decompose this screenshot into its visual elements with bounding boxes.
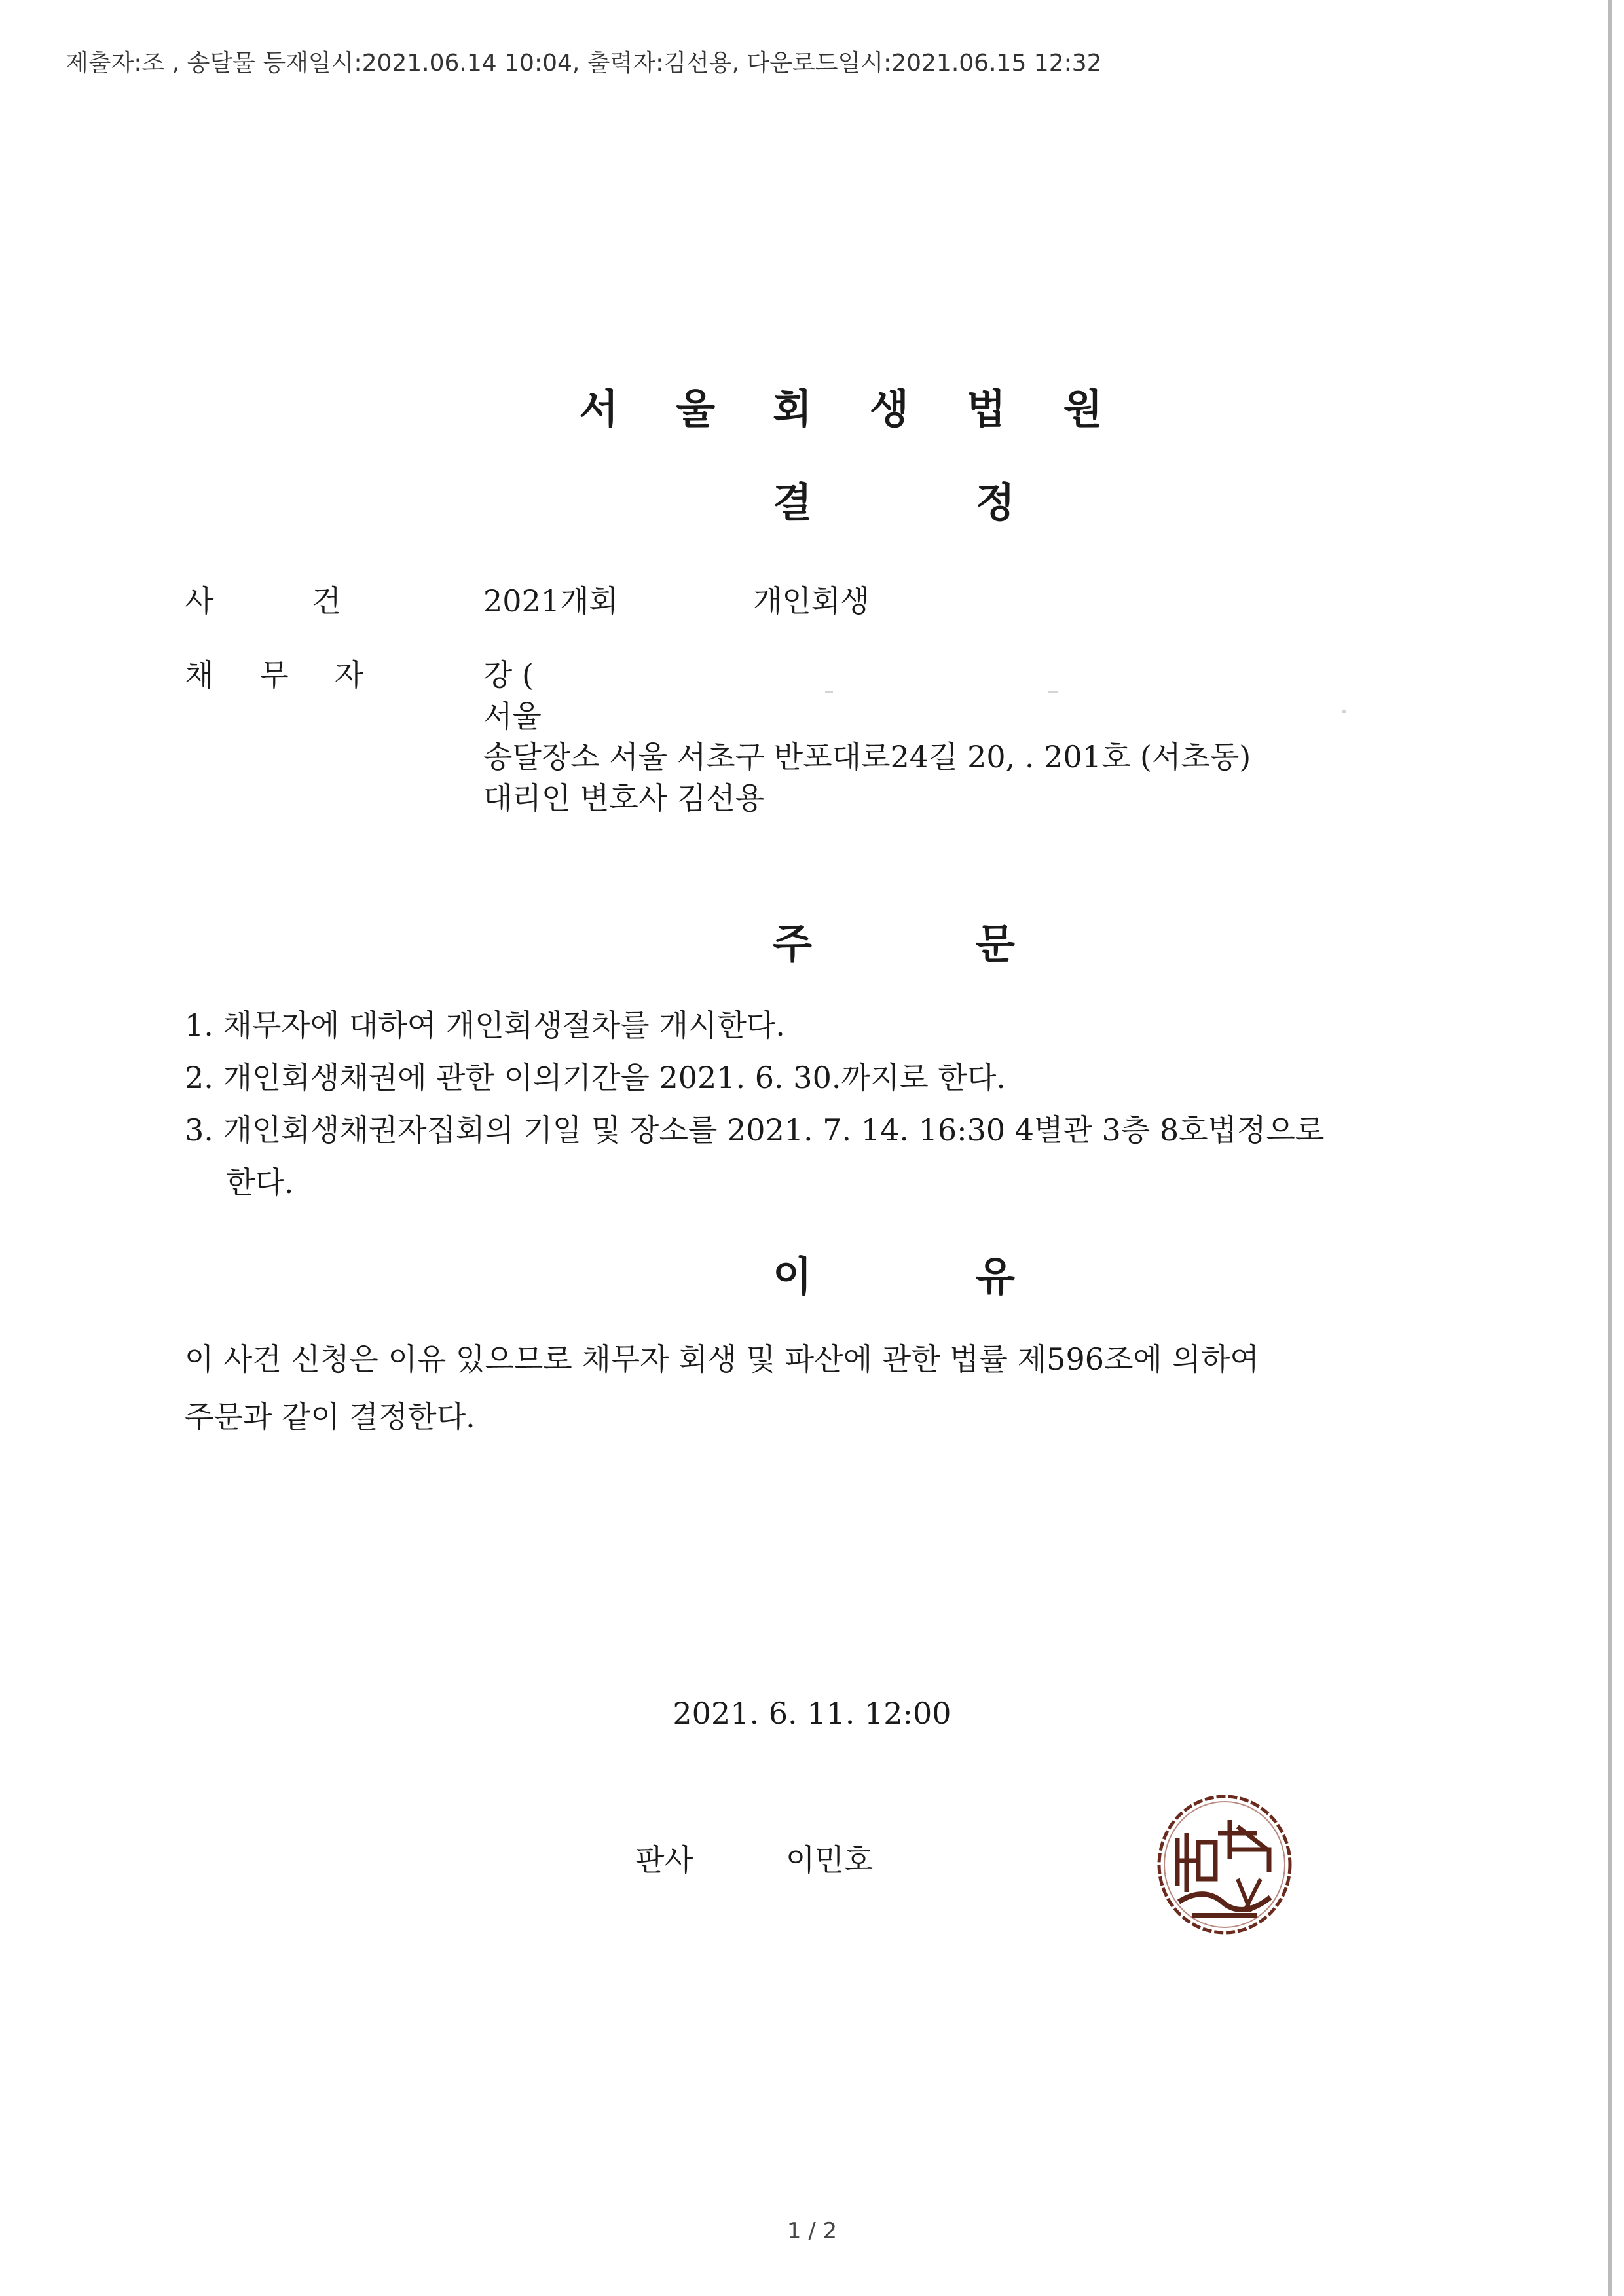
submission-header: 제출자:조 , 송달물 등재일시:2021.06.14 10:04, 출력자:김선용, 다운로드일시:2021.06.15 12:32: [65, 50, 1102, 77]
debtor-address: 서울: [483, 699, 542, 734]
redaction-mark: [825, 691, 833, 693]
scan-edge: [1608, 0, 1612, 2296]
debtor-label: 채무자: [185, 657, 410, 693]
order-item-continuation: 한다.: [226, 1165, 294, 1200]
redaction-mark: [1048, 691, 1058, 693]
order-item: 1. 채무자에 대하여 개인회생절차를 개시한다.: [185, 1008, 785, 1043]
reason-title: 이유: [773, 1252, 1179, 1300]
order-item: 2. 개인회생채권에 관한 이의기간을 2021. 6. 30.까지로 한다.: [185, 1060, 1006, 1095]
case-label: 사건: [185, 583, 439, 619]
redaction-mark: [1342, 710, 1346, 713]
case-number: 2021개회: [483, 583, 618, 619]
page-number: 1 / 2: [786, 2218, 838, 2244]
judge-name: 이민호: [786, 1842, 874, 1878]
debtor-service-address: 송달장소 서울 서초구 반포대로24길 20, . 201호 (서초동): [483, 739, 1251, 774]
case-type: 개인회생: [753, 583, 870, 619]
document-title: 결정: [773, 479, 1179, 526]
judge-seal-icon: [1153, 1787, 1297, 1938]
reason-line: 이 사건 신청은 이유 있으므로 채무자 회생 및 파산에 관한 법률 제596조에 의하여: [185, 1341, 1259, 1377]
court-name: 서울회생법원: [579, 385, 1160, 433]
debtor-name: 강 (: [483, 657, 534, 693]
debtor-agent: 대리인 변호사 김선용: [483, 780, 765, 816]
judge-title: 판사: [635, 1842, 693, 1878]
reason-line: 주문과 같이 결정한다.: [185, 1399, 475, 1434]
order-title: 주문: [773, 920, 1179, 968]
decision-date: 2021. 6. 11. 12:00: [673, 1696, 951, 1731]
order-item: 3. 개인회생채권자집회의 기일 및 장소를 2021. 7. 14. 16:30 4별관 3층 8호법정으로: [185, 1112, 1325, 1148]
